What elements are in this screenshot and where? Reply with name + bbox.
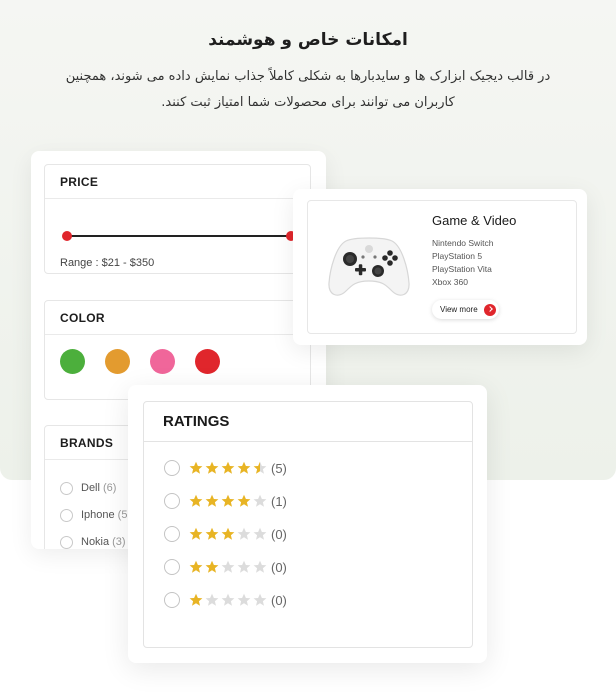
product-category-title: Game & Video [432,213,517,228]
star-filled-icon [221,494,235,508]
star-empty-icon [237,527,251,541]
brand-count: (3) [112,536,126,548]
ratings-heading: RATINGS [144,402,472,442]
brand-item-iphone[interactable] [60,507,127,523]
view-more-button[interactable] [432,300,499,319]
arrow-right-icon [484,304,496,316]
star-rating [189,560,269,574]
star-filled-icon [189,494,203,508]
description-line-1: در قالب دیجیک ابزارک ها و سایدبارها به شکلی کاملاً جذاب نمایش داده می شوند، همچنین [65,69,551,84]
color-swatch-pink[interactable] [150,349,175,374]
price-filter-widget [44,164,311,274]
game-controller-icon [328,235,410,299]
star-empty-icon [205,593,219,607]
ratings-filter-widget [143,401,473,648]
rating-option-2-stars[interactable] [164,558,287,576]
section-description [40,64,576,116]
star-filled-icon [237,494,251,508]
radio-button[interactable] [164,526,180,542]
star-rating [189,494,269,508]
rating-option-5-stars[interactable] [164,459,287,477]
star-empty-icon [253,593,267,607]
product-link-item[interactable]: PlayStation Vita [432,264,492,274]
radio-button[interactable] [60,482,73,495]
star-filled-icon [205,461,219,475]
star-empty-icon [253,527,267,541]
color-swatch-orange[interactable] [105,349,130,374]
rating-option-1-stars[interactable] [164,591,287,609]
product-category-card [293,189,587,345]
price-range-text: Range : $21 - $350 [60,257,155,269]
product-link-item[interactable]: Nintendo Switch [432,238,494,248]
star-empty-icon [221,560,235,574]
product-link-item[interactable]: PlayStation 5 [432,251,483,261]
star-empty-icon [253,494,267,508]
star-empty-icon [237,560,251,574]
rating-count: (0) [271,592,287,608]
star-filled-icon [189,461,203,475]
star-rating [189,527,269,541]
star-empty-icon [253,560,267,574]
radio-button[interactable] [164,559,180,575]
color-swatch-green[interactable] [60,349,85,374]
color-heading: COLOR [45,301,310,335]
star-filled-icon [237,461,251,475]
star-filled-icon [221,527,235,541]
description-line-2: کاربران می توانند برای محصولات شما امتیاز ثبت کنند. [161,95,455,110]
view-more-label: View more [440,305,478,314]
star-half-icon [253,461,267,475]
price-slider-min-handle[interactable] [62,231,72,241]
star-empty-icon [237,593,251,607]
radio-button[interactable] [60,509,73,522]
star-filled-icon [205,494,219,508]
brand-count: (5 [117,509,128,521]
brand-label: Nokia [81,536,110,548]
star-filled-icon [189,527,203,541]
star-rating [189,461,269,475]
star-rating [189,593,269,607]
star-filled-icon [189,560,203,574]
price-heading: PRICE [45,165,310,199]
product-link-item[interactable]: Xbox 360 [432,277,468,287]
rating-count: (1) [271,493,287,509]
star-filled-icon [205,527,219,541]
star-filled-icon [205,560,219,574]
brands-heading: BRANDS [45,426,310,460]
radio-button[interactable] [164,460,180,476]
rating-count: (0) [271,526,287,542]
brand-count: (6) [102,482,117,494]
brand-item-nokia[interactable] [60,534,126,549]
brand-item-dell[interactable] [60,480,116,496]
radio-button[interactable] [60,536,73,549]
rating-count: (5) [271,460,287,476]
star-filled-icon [221,461,235,475]
color-swatch-red[interactable] [195,349,220,374]
star-empty-icon [221,593,235,607]
radio-button[interactable] [164,493,180,509]
rating-option-3-stars[interactable] [164,525,287,543]
star-filled-icon [189,593,203,607]
rating-option-4-stars[interactable] [164,492,287,510]
price-slider-track[interactable] [67,235,291,237]
brand-label: Iphone [81,509,115,521]
product-category-inner [307,200,577,334]
rating-count: (0) [271,559,287,575]
section-title: امکانات خاص و هوشمند [208,30,408,50]
ratings-filter-card [128,385,487,663]
radio-button[interactable] [164,592,180,608]
brand-label: Dell [81,482,100,494]
